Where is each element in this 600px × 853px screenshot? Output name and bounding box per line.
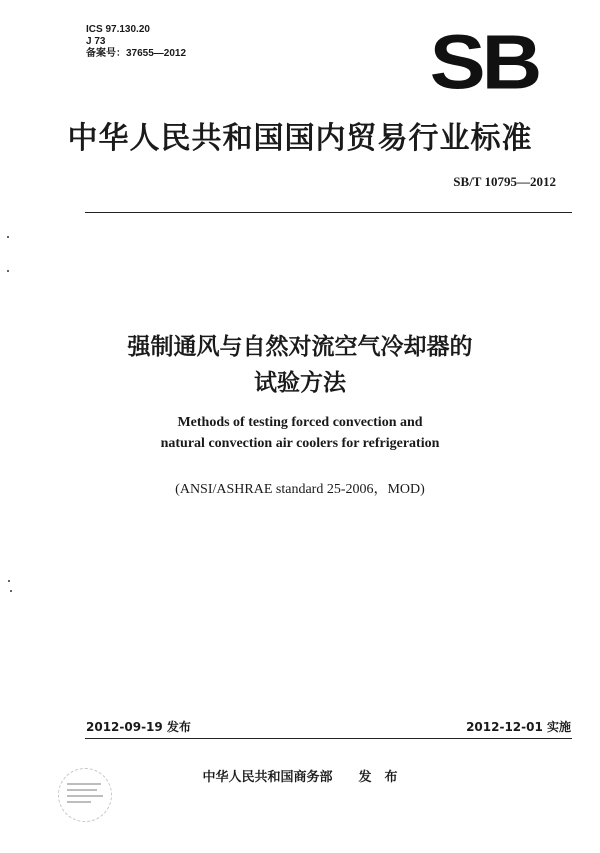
watermark-stamp (58, 768, 112, 822)
classification-block (86, 24, 186, 60)
document-title-cn-line1: 强制通风与自然对流空气冷却器的 (127, 334, 473, 360)
bottom-divider (85, 738, 572, 739)
issue-date: 2012-09-19 发布 (86, 720, 191, 734)
document-title-en-line1: Methods of testing forced convection and (177, 415, 423, 430)
sb-logo: SB (429, 18, 539, 105)
ccs-code: J 73 (86, 36, 106, 47)
implementation-date: 2012-12-01 实施 (466, 720, 571, 734)
standard-title: 中华人民共和国国内贸易行业标准 (67, 121, 533, 156)
adoption-reference: (ANSI/ASHRAE standard 25-2006，MOD) (175, 482, 425, 497)
scan-speck (7, 236, 9, 238)
document-title-cn-line2: 试验方法 (254, 370, 346, 396)
filing-number: 备案号：37655—2012 (86, 48, 187, 59)
standard-number: SB/T 10795—2012 (453, 174, 556, 189)
scan-speck (8, 580, 10, 582)
top-divider (85, 212, 572, 213)
issuer: 中华人民共和国商务部 发 布 (202, 770, 398, 785)
scan-speck (10, 590, 12, 592)
ics-code: ICS 97.130.20 (86, 24, 150, 35)
scan-speck (7, 270, 9, 272)
document-title-en-line2: natural convection air coolers for refrigeration (160, 436, 440, 451)
